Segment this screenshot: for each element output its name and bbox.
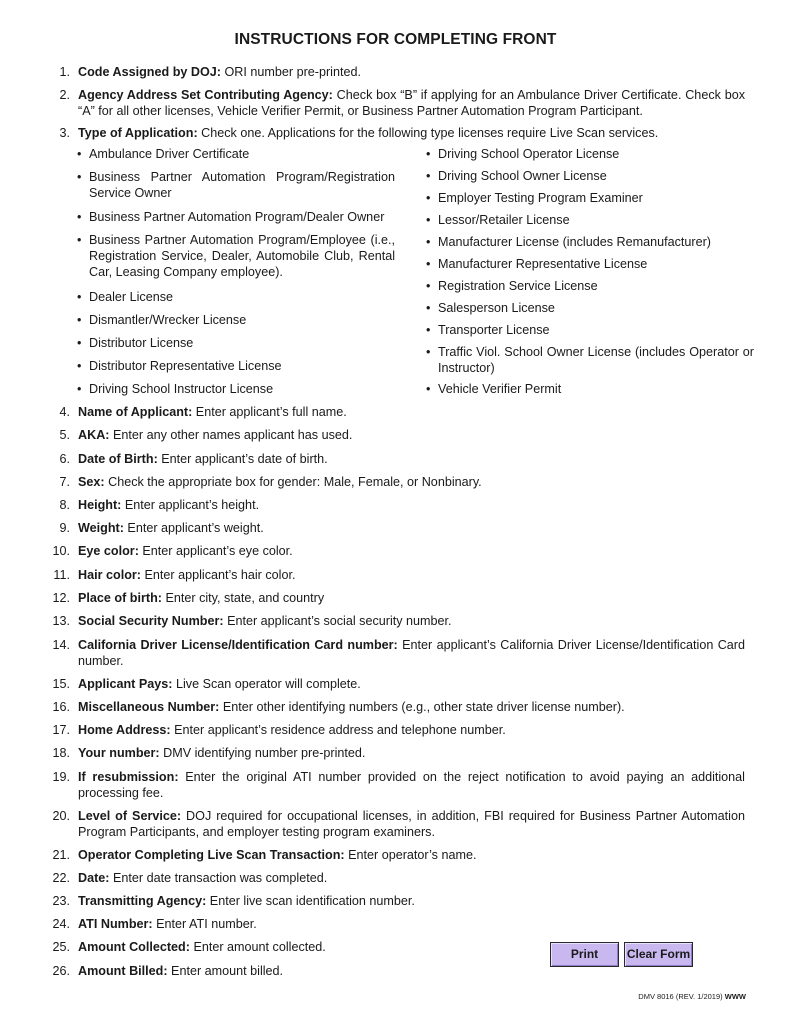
license-type-label: Distributor Representative License	[89, 359, 282, 373]
item-number: 10.	[52, 544, 70, 558]
item-label: Date of Birth:	[78, 452, 158, 466]
bullet-icon: •	[77, 336, 82, 350]
bullet-icon: •	[77, 147, 82, 161]
item-number: 1.	[59, 65, 70, 79]
item-description: Check one. Applications for the following type licenses require Live Scan services.	[197, 126, 659, 140]
license-type-label: Transporter License	[438, 323, 550, 337]
clear-form-button[interactable]: Clear Form	[624, 942, 693, 967]
page-title: INSTRUCTIONS FOR COMPLETING FRONT	[234, 31, 557, 48]
item-label: Home Address:	[78, 723, 171, 737]
bullet-icon: •	[77, 233, 82, 247]
license-type-label: Vehicle Verifier Permit	[438, 382, 562, 396]
item-label: Name of Applicant:	[78, 405, 193, 419]
license-type-label: Manufacturer Representative License	[438, 257, 648, 271]
item-number: 18.	[52, 746, 70, 760]
item-text	[78, 808, 745, 840]
item-description: Enter applicant’s date of birth.	[157, 452, 328, 466]
item-label: Code Assigned by DOJ:	[78, 65, 221, 79]
item-text	[78, 613, 745, 629]
item-number: 21.	[52, 848, 70, 862]
item-description: Enter date transaction was completed.	[109, 871, 328, 885]
item-label: Sex:	[78, 475, 105, 489]
item-text	[78, 427, 745, 443]
item-text	[78, 769, 745, 801]
item-description: Check the appropriate box for gender: Male, Female, or Nonbinary.	[104, 475, 482, 489]
bullet-icon: •	[426, 213, 431, 227]
bullet-icon: •	[426, 235, 431, 249]
item-number: 6.	[59, 452, 70, 466]
item-text	[78, 64, 745, 80]
item-text	[78, 745, 745, 761]
bullet-icon: •	[77, 210, 82, 224]
item-description: Enter amount billed.	[167, 964, 284, 978]
item-text	[78, 893, 745, 909]
item-label: Amount Collected:	[78, 940, 190, 954]
item-text	[78, 637, 745, 669]
license-type-label: Traffic Viol. School Owner License (includes Operator or Instructor)	[438, 345, 754, 375]
item-number: 12.	[52, 591, 70, 605]
item-number: 20.	[52, 809, 70, 823]
bullet-icon: •	[77, 359, 82, 373]
item-number: 26.	[52, 964, 70, 978]
item-number: 17.	[52, 723, 70, 737]
item-number: 8.	[59, 498, 70, 512]
item-description: Enter applicant’s height.	[121, 498, 260, 512]
item-text	[78, 676, 745, 692]
license-type-label: Business Partner Automation Program/Registration Service Owner	[89, 170, 395, 200]
bullet-icon: •	[426, 257, 431, 271]
license-type-label: Driving School Owner License	[438, 169, 607, 183]
item-label: Height:	[78, 498, 122, 512]
item-text	[78, 125, 745, 141]
item-number: 16.	[52, 700, 70, 714]
item-text	[78, 520, 745, 536]
item-description: Enter city, state, and country	[161, 591, 325, 605]
item-description: Enter applicant’s eye color.	[138, 544, 293, 558]
license-type-label: Driving School Instructor License	[89, 382, 274, 396]
item-number: 14.	[52, 638, 70, 652]
item-number: 9.	[59, 521, 70, 535]
item-number: 3.	[59, 126, 70, 140]
license-type-label: Salesperson License	[438, 301, 555, 315]
item-number: 13.	[52, 614, 70, 628]
item-description: Enter applicant’s California Driver License/Identification Card number.	[78, 638, 745, 668]
item-description: Enter live scan identification number.	[206, 894, 415, 908]
license-type-label: Driving School Operator License	[438, 147, 620, 161]
item-label: Place of birth:	[78, 591, 162, 605]
item-label: Miscellaneous Number:	[78, 700, 220, 714]
item-description: Enter any other names applicant has used.	[109, 428, 353, 442]
item-text	[78, 963, 518, 979]
item-description: Enter ATI number.	[152, 917, 257, 931]
item-text	[78, 474, 745, 490]
print-button[interactable]: Print	[550, 942, 619, 967]
item-description: Enter applicant’s weight.	[123, 521, 264, 535]
item-number: 5.	[59, 428, 70, 442]
bullet-icon: •	[426, 382, 431, 396]
item-number: 23.	[52, 894, 70, 908]
item-number: 15.	[52, 677, 70, 691]
item-label: Operator Completing Live Scan Transaction:	[78, 848, 345, 862]
item-label: Date:	[78, 871, 110, 885]
item-text	[78, 451, 745, 467]
item-text	[78, 543, 745, 559]
item-description: Enter amount collected.	[189, 940, 326, 954]
item-text	[78, 590, 745, 606]
item-label: Eye color:	[78, 544, 139, 558]
license-type-label: Registration Service License	[438, 279, 598, 293]
license-type-label: Employer Testing Program Examiner	[438, 191, 643, 205]
item-number: 7.	[59, 475, 70, 489]
item-number: 11.	[53, 568, 70, 582]
bullet-icon: •	[77, 290, 82, 304]
item-label: AKA:	[78, 428, 110, 442]
bullet-icon: •	[77, 170, 82, 184]
item-label: Type of Application:	[78, 126, 198, 140]
item-text	[78, 699, 745, 715]
bullet-icon: •	[426, 323, 431, 337]
item-label: Agency Address Set Contributing Agency:	[78, 88, 333, 102]
item-description: Enter the original ATI number provided on the reject notification to avoid paying an additional processing fee.	[78, 770, 745, 800]
item-description: DMV identifying number pre-printed.	[159, 746, 366, 760]
item-text	[78, 404, 745, 420]
item-label: California Driver License/Identification Card number:	[78, 638, 398, 652]
item-label: Transmitting Agency:	[78, 894, 207, 908]
item-description: DOJ required for occupational licenses, in addition, FBI required for Business Partner Automation Program Participants, and employer testing program examiners.	[78, 809, 745, 839]
license-type-label: Dismantler/Wrecker License	[89, 313, 247, 327]
item-text	[78, 916, 745, 932]
item-label: Amount Billed:	[78, 964, 168, 978]
bullet-icon: •	[426, 191, 431, 205]
bullet-icon: •	[426, 169, 431, 183]
item-label: Weight:	[78, 521, 124, 535]
form-suffix: WWW	[724, 992, 746, 1001]
item-label: Applicant Pays:	[78, 677, 173, 691]
bullet-icon: •	[426, 345, 431, 359]
license-type-label: Lessor/Retailer License	[438, 213, 570, 227]
bullet-icon: •	[77, 382, 82, 396]
item-text	[78, 847, 745, 863]
license-type-label: Distributor License	[89, 336, 194, 350]
bullet-icon: •	[77, 313, 82, 327]
item-description: Enter applicant’s hair color.	[140, 568, 296, 582]
item-description: Enter applicant’s residence address and telephone number.	[170, 723, 506, 737]
item-text	[78, 870, 745, 886]
bullet-icon: •	[426, 147, 431, 161]
item-description: Check box “B” if applying for an Ambulance Driver Certificate. Check box “A” for all other licenses, Vehicle Verifier Permit, or Business Partner Automation Program Participant.	[78, 88, 745, 118]
bullet-icon: •	[426, 301, 431, 315]
item-number: 2.	[59, 88, 70, 102]
license-type-label: Dealer License	[89, 290, 174, 304]
item-text	[78, 567, 745, 583]
license-type-label: Business Partner Automation Program/Employee (i.e., Registration Service, Dealer, Automobile Club, Rental Car, Leasing Company employee).	[89, 233, 395, 279]
item-text	[78, 939, 518, 955]
item-description: Enter operator’s name.	[344, 848, 477, 862]
license-type-label: Manufacturer License (includes Remanufacturer)	[438, 235, 711, 249]
item-text	[78, 722, 745, 738]
item-label: Hair color:	[78, 568, 141, 582]
form-footer	[638, 992, 746, 1002]
item-label: ATI Number:	[78, 917, 153, 931]
item-label: Your number:	[78, 746, 160, 760]
item-number: 19.	[52, 770, 70, 784]
item-description: Enter applicant’s full name.	[192, 405, 347, 419]
item-description: ORI number pre-printed.	[220, 65, 361, 79]
item-description: Enter other identifying numbers (e.g., other state driver license number).	[219, 700, 625, 714]
license-type-label: Business Partner Automation Program/Dealer Owner	[89, 210, 385, 224]
item-text	[78, 87, 745, 119]
license-type-label: Ambulance Driver Certificate	[89, 147, 250, 161]
form-id: DMV 8016 (REV. 1/2019)	[638, 992, 723, 1001]
item-number: 4.	[59, 405, 70, 419]
item-label: Social Security Number:	[78, 614, 224, 628]
item-label: If resubmission:	[78, 770, 179, 784]
item-description: Enter applicant’s social security number.	[223, 614, 452, 628]
item-description: Live Scan operator will complete.	[172, 677, 361, 691]
item-number: 22.	[52, 871, 70, 885]
item-number: 25.	[52, 940, 70, 954]
item-number: 24.	[52, 917, 70, 931]
item-label: Level of Service:	[78, 809, 182, 823]
bullet-icon: •	[426, 279, 431, 293]
item-text	[78, 497, 745, 513]
